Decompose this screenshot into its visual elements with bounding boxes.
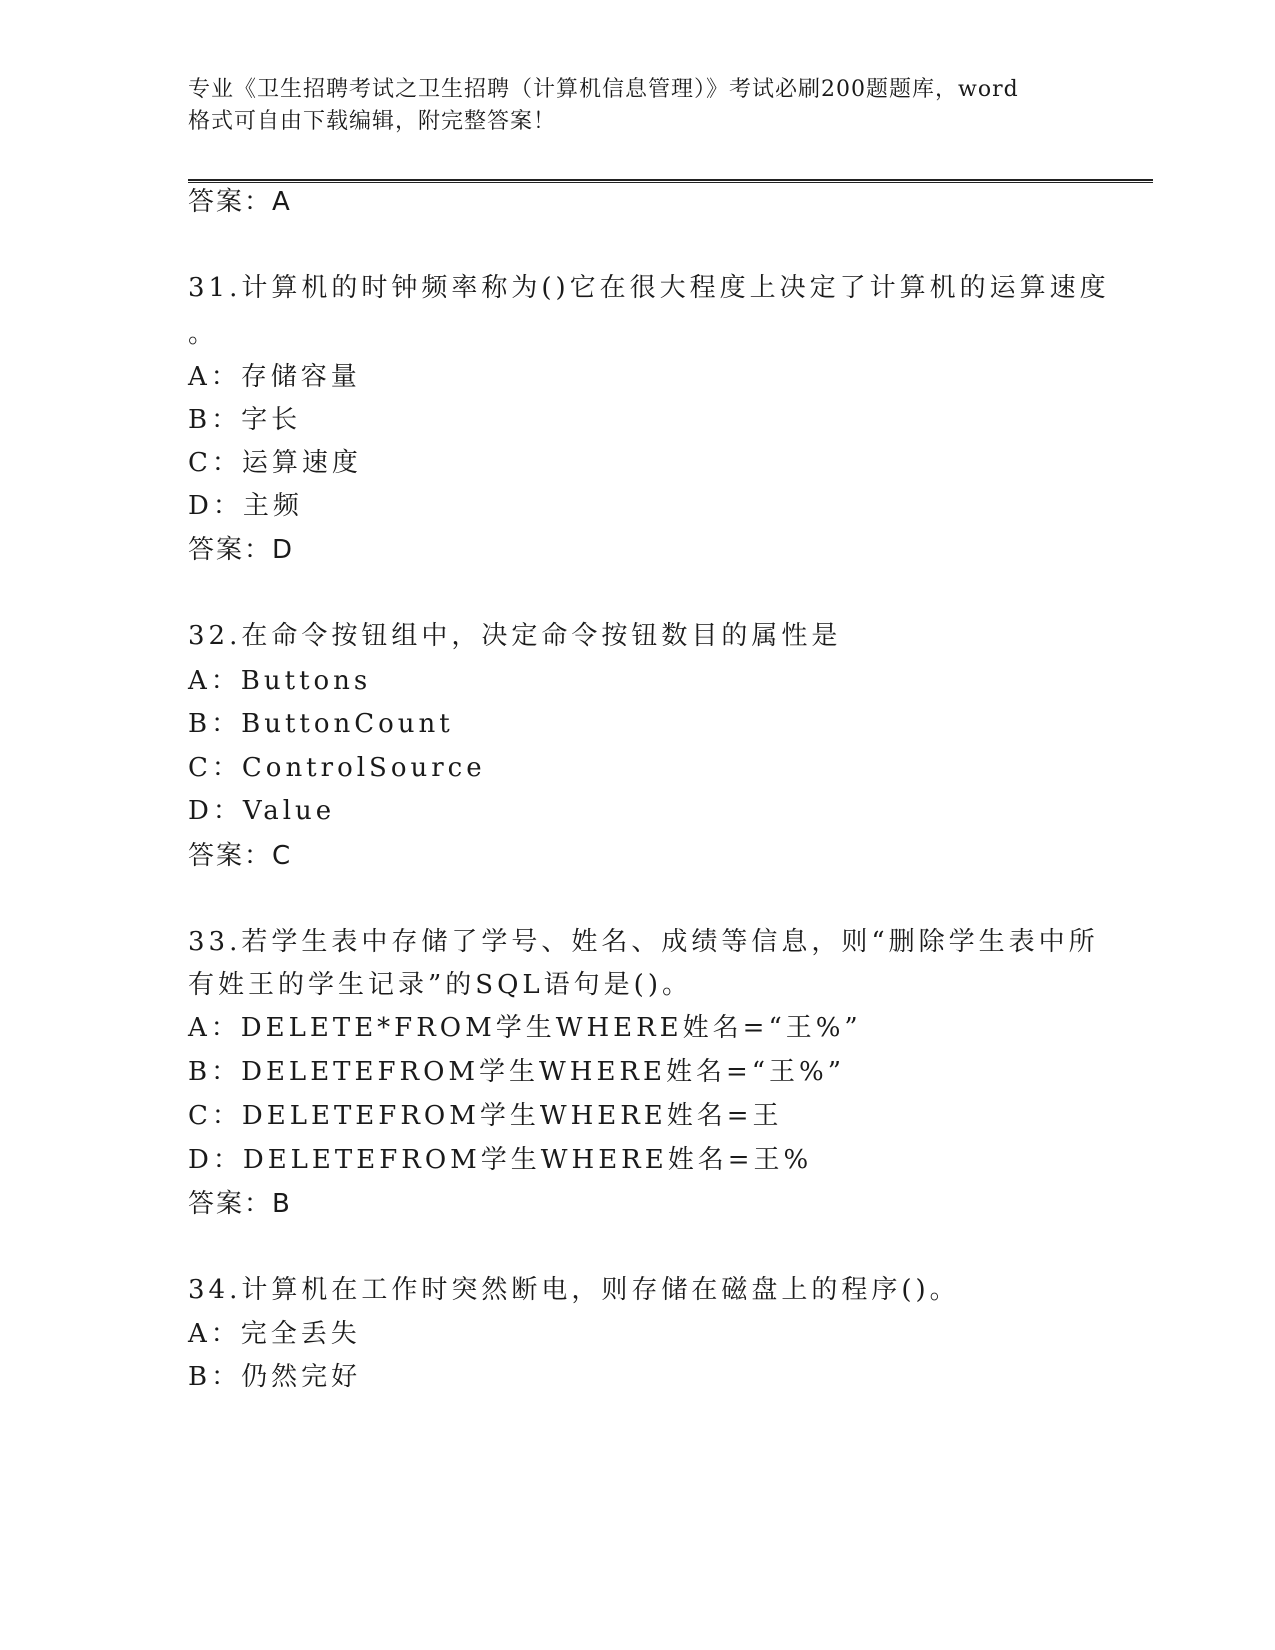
- question-33-option-a: A：DELETE*FROM学生WHERE姓名=“王%”: [188, 1013, 862, 1043]
- question-32-option-c: C：ControlSource: [188, 753, 486, 783]
- header-divider: [188, 179, 1153, 183]
- question-31-option-d: D：主频: [188, 491, 303, 521]
- answer-30: 答案：A: [188, 187, 292, 217]
- question-33-option-b: B：DELETEFROM学生WHERE姓名=“王%”: [188, 1057, 846, 1087]
- question-34-option-a: A：完全丢失: [188, 1319, 361, 1349]
- question-31-option-b: B：字长: [188, 405, 302, 435]
- question-34-stem: 34.计算机在工作时突然断电，则存储在磁盘上的程序()。: [188, 1275, 960, 1305]
- question-31-option-c: C：运算速度: [188, 448, 362, 478]
- header-line-1: 专业《卫生招聘考试之卫生招聘（计算机信息管理）》考试必刷200题题库，word: [188, 77, 1019, 102]
- answer-32: 答案：C: [188, 841, 293, 871]
- answer-31: 答案：D: [188, 535, 295, 565]
- question-33-stem-line-2: 有姓王的学生记录”的SQL语句是()。: [188, 970, 692, 1000]
- question-34-option-b: B：仍然完好: [188, 1362, 362, 1392]
- question-31-option-a: A：存储容量: [188, 362, 361, 392]
- question-32-option-d: D：Value: [188, 796, 336, 826]
- question-31-stem-line-2: 。: [188, 319, 219, 349]
- question-33-option-d: D：DELETEFROM学生WHERE姓名=王%: [188, 1145, 813, 1175]
- question-31-stem-line-1: 31.计算机的时钟频率称为()它在很大程度上决定了计算机的运算速度: [188, 273, 1110, 303]
- header-line-2: 格式可自由下载编辑，附完整答案！: [188, 109, 557, 134]
- answer-33: 答案：B: [188, 1189, 292, 1219]
- question-32-option-a: A：Buttons: [188, 666, 372, 696]
- document-header: [188, 74, 1088, 138]
- question-33-option-c: C：DELETEFROM学生WHERE姓名=王: [188, 1101, 783, 1131]
- question-32-stem: 32.在命令按钮组中，决定命令按钮数目的属性是: [188, 621, 842, 651]
- question-33-stem-line-1: 33.若学生表中存储了学号、姓名、成绩等信息，则“删除学生表中所: [188, 927, 1099, 957]
- question-32-option-b: B：ButtonCount: [188, 709, 454, 739]
